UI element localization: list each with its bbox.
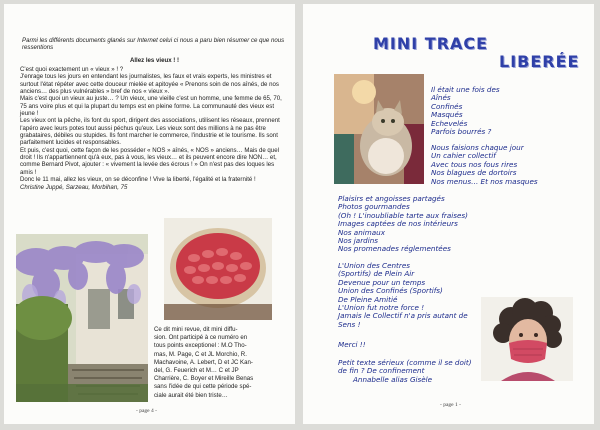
poem-line: Jamais le Collectif n'a pris autant de: [338, 311, 468, 321]
caption-line: sion. Ont participé à ce numéro en: [154, 334, 248, 342]
poem-stanza-3: [338, 195, 468, 254]
poem-line: (Oh ! L'inoubliable tarte aux fraises): [338, 210, 468, 220]
poem-line: Photos gourmandes: [338, 202, 410, 212]
poem-line: De Pleine Amitié: [338, 294, 398, 304]
poem-line: Nos blagues de dortoirs: [431, 168, 517, 178]
strawberry-tart-photo: [164, 218, 272, 320]
caption-line: sans l'idée de qui cette période spé-: [154, 383, 252, 391]
poem-line: Echevelés: [431, 118, 468, 128]
author-signature: Annabelle alias Gisèle: [353, 375, 433, 384]
caption-line: tous points exceptionel : M.O Tho-: [154, 342, 247, 350]
poem-line: (Sportifs) de Plein Air: [338, 269, 415, 279]
poem-line: Masqués: [431, 110, 463, 120]
article-paragraph: J'enrage tous les jours en entendant les journalistes, les faux et vrais experts, les ministres et surtout l'état répéter avec cette douceur mielée et apitoyée « Prenons soin de nos aînés, de nos anciens… des plus vulnérables » bref de nos « vieux ».: [20, 73, 279, 96]
poem-stanza-4: [338, 262, 468, 329]
article-body: [20, 66, 288, 191]
poem-line: Nos jardins: [338, 236, 379, 246]
contributors-caption: [154, 326, 288, 400]
article-title: Allez les vieux ! !: [129, 57, 180, 64]
caption-line: Ce dit mini revue, dit mini diffu-: [154, 326, 238, 333]
article-paragraph: C'est quoi exactement un « vieux » ! ?: [20, 66, 124, 73]
poem-line: Un cahier collectif: [431, 151, 496, 161]
cat-photo: [334, 74, 424, 184]
poem-line: Sens !: [338, 319, 361, 329]
poem-stanza-2: [431, 144, 538, 186]
article-paragraph: Les vieux ont la pêche, ils font du sport, dirigent des associations, utilisent les réseaux, prennent l'apéro avec leurs potes tout aussi péchus qu'eux. Les vieux sont des millions à ne pas être grabataires, débiles ou stupides. Ils font marcher le commerce, l'industrie et le tourisme. Ils sont parfaitement lucides et responsables.: [20, 117, 280, 147]
caption-line: Machavoine, A. Lebert, D et JC Kan-: [154, 358, 253, 366]
intro-text: Parmi les différents documents glanés sur Internet celui ci nous a paru bien résumer ce que nous ressentions: [22, 37, 285, 52]
poem-line: Union des Confinés (Sportifs): [338, 286, 443, 296]
banner-title-line2: LIBERÉE: [499, 52, 580, 71]
caption-line: mas, M. Page, C et JL Morchio, R.: [154, 350, 247, 358]
poem-line: Nous faisions chaque jour: [431, 143, 524, 152]
poem-line: L'Union des Centres: [338, 261, 410, 270]
poem-line: Nos menus… Et nos masques: [431, 176, 538, 186]
poem-line: Aînés: [431, 93, 451, 103]
poem-line: Il était une fois des: [431, 85, 500, 94]
wisteria-house-photo: [16, 234, 148, 402]
article-paragraph: Mais c'est quoi un vieux au juste… ? Un vieux, une vieille c'est un homme, une femme de 65, 70, 75 ans voire plus et qui la plupart du temps est en pleine forme. La communauté des vieux est jeune !: [20, 95, 282, 118]
page-number: - page 4 -: [136, 408, 157, 414]
poem-line: L'Union fut notre force !: [338, 303, 425, 313]
article-paragraph: Et puis, c'est quoi, cette façon de les posséder « NOS » aînés, « NOS » anciens… Mais de quel droit ! Ils n'appartiennent qu'à eux, pas à vous, les vieux… et ils peuvent encore dire NON… et, comme Bernard Pivot, ajouter : « vivement la levée des écrous ! » On n'est pas des loques les amis !: [20, 146, 279, 176]
closing-text: [338, 359, 472, 376]
poem-line: Nos animaux: [338, 227, 385, 237]
right-page: [303, 4, 594, 424]
masked-portrait-photo: [481, 297, 573, 381]
article-signature: Christine Juppé, Sarzeau, Morbihan, 75: [20, 183, 128, 191]
caption-line: Charrière, C. Boyer et Mireille Benas: [154, 375, 254, 383]
closing-line: Petit texte sérieux (comme il se doit): [338, 358, 472, 367]
banner-title-line1: MINI TRACE: [373, 34, 489, 53]
poem-line: Nos promenades réglementées: [338, 244, 451, 254]
poem-line: Parfois bourrés ?: [431, 127, 492, 137]
poem-line: Plaisirs et angoisses partagés: [338, 194, 445, 203]
left-page: [4, 4, 295, 424]
article-paragraph: Donc le 11 mai, allez les vieux, on se déconfine ! Vive la liberté, l'égalité et la fraternité !: [20, 176, 256, 184]
merci-text: Merci !!: [338, 340, 366, 349]
poem-line: Images captées de nos intérieurs: [338, 219, 458, 229]
caption-line: ciale aurait été bien triste…: [154, 391, 228, 399]
poem-line: Confinés: [431, 101, 463, 111]
poem-stanza-1: [431, 86, 500, 136]
caption-line: del, G. Feuerich et M… C et JP: [154, 367, 239, 375]
closing-line: de fin ? De confinement: [338, 366, 425, 376]
page-number: - page 1 -: [440, 402, 461, 408]
poem-line: Avec tous nos fous rires: [431, 159, 518, 169]
poem-line: Devenue pour un temps: [338, 277, 426, 287]
